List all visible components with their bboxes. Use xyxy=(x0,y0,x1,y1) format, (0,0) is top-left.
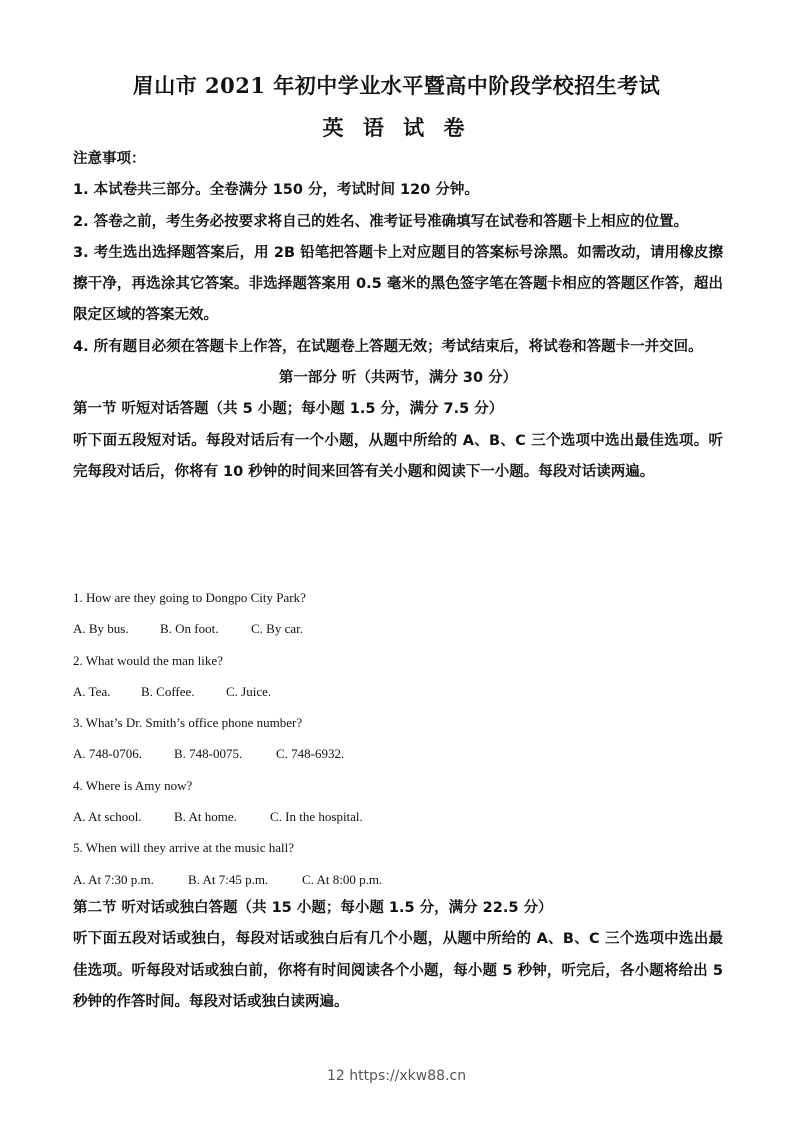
question-stem: 5. When will they arrive at the music hall? xyxy=(73,840,295,856)
option-a: A. By bus. xyxy=(73,621,129,637)
notice-item: 3. 考生选出选择题答案后，用 2B 铅笔把答题卡上对应题目的答案标号涂黑。如需改动，请用橡皮擦擦干净，再选涂其它答案。非选择题答案用 0.5 毫米的黑色签字笔在答题卡相应的答题区作答，超出限定区域的答案无效。 xyxy=(73,244,723,324)
notice-item: 2. 答卷之前，考生务必按要求将自己的姓名、准考证号准确填写在试卷和答题卡上相应的位置。 xyxy=(73,213,689,230)
option-b: B. Coffee. xyxy=(141,683,195,699)
option-b: B. At 7:45 p.m. xyxy=(188,871,269,887)
question-options xyxy=(73,676,306,707)
section1-heading: 第一节 听短对话答题（共 5 小题；每小题 1.5 分，满分 7.5 分） xyxy=(73,401,504,418)
question-options xyxy=(73,738,345,769)
section2-instructions: 听下面五段对话或独白，每段对话或独白后有几个小题，从题中所给的 A、B、C 三个选项中选出最佳选项。听每段对话或独白前，你将有时间阅读各个小题，每小题 5 秒钟，听完后，各小题将给出 5 秒钟的作答时间。每段对话或独白读两遍。 xyxy=(73,931,723,1010)
option-a: A. At school. xyxy=(73,809,142,825)
option-b: B. 748-0075. xyxy=(174,746,243,762)
question-stem: 1. How are they going to Dongpo City Park? xyxy=(73,590,306,605)
question-stem: 3. What’s Dr. Smith’s office phone number? xyxy=(73,715,303,731)
option-c: C. By car. xyxy=(251,621,303,637)
option-c: C. Juice. xyxy=(226,683,272,699)
notice-item: 1. 本试卷共三部分。全卷满分 150 分，考试时间 120 分钟。 xyxy=(73,182,479,199)
question-options xyxy=(73,864,383,895)
question-stem: 2. What would the man like? xyxy=(73,652,223,668)
notice-item: 4. 所有题目必须在答题卡上作答，在试题卷上答题无效；考试结束后，将试卷和答题卡一并交回。 xyxy=(73,338,703,355)
notice-block xyxy=(73,144,723,488)
exam-title: 眉山市 2021 年初中学业水平暨高中阶段学校招生考试 xyxy=(132,73,661,98)
notice-heading: 注意事项： xyxy=(73,151,146,167)
section2-block xyxy=(73,893,723,1018)
option-c: C. In the hospital. xyxy=(270,809,363,825)
exam-subtitle: 英 语 试 卷 xyxy=(322,115,471,140)
option-a: A. 748-0706. xyxy=(73,746,142,762)
section2-heading: 第二节 听对话或独白答题（共 15 小题；每小题 1.5 分，满分 22.5 分） xyxy=(73,900,553,916)
option-c: C. 748-6932. xyxy=(276,746,345,762)
part1-heading: 第一部分 听（共两节，满分 30 分） xyxy=(278,370,518,387)
question-options xyxy=(73,801,363,832)
question-stem: 4. Where is Amy now? xyxy=(73,777,193,793)
option-a: A. Tea. xyxy=(73,683,111,699)
option-b: B. At home. xyxy=(174,809,237,825)
section1-instructions: 听下面五段短对话。每段对话后有一个小题，从题中所给的 A、B、C 三个选项中选出最佳选项。听完每段对话后，你将有 10 秒钟的时间来回答有关小题和阅读下一小题。每段对话读两遍。 xyxy=(73,432,723,480)
option-b: B. On foot. xyxy=(160,621,219,637)
option-c: C. At 8:00 p.m. xyxy=(302,871,383,887)
question-list xyxy=(73,582,383,895)
option-a: A. At 7:30 p.m. xyxy=(73,871,154,887)
question-options xyxy=(73,613,306,644)
page-footer: 12 https://xkw88.cn xyxy=(326,1068,467,1084)
